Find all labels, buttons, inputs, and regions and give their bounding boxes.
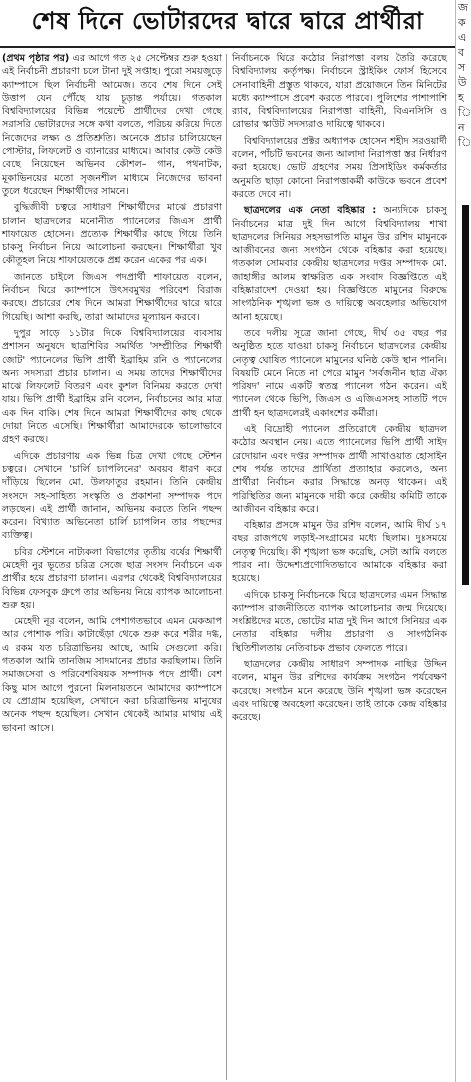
- edge-fragment: ক: [458, 16, 466, 29]
- paragraph: বিশ্ববিদ্যালয়ের প্রক্টর অধ্যাপক হোসেন শহীদ সরওয়ার্দী বলেন, পাঁচটি ভবনের জন্য আলাদা নিরাপত্তা স্তর নির্ধারণ করা হয়েছে। ভোট গ্রহণের সময় প্রিসাইডিং কর্মকর্তার অনুমতি ছাড়া কোনো নিরাপত্তাকর্মী কাউকে ভবনে প্রবেশ করতে দেবে না।: [232, 135, 447, 200]
- paragraph-text: অন্যদিকে চাকসু নির্বাচনের মাত্র দুই দিন আগে বিশ্ববিদ্যালয় শাখা ছাত্রদলের সিনিয়র সহসভাপতি মামুন উর রশিদ মামুনকে আজীবনের জন্য সংগঠন থেকে বহিষ্কার করা হয়েছে। গতকাল সোমবার কেন্দ্রীয় ছাত্রদলের দপ্তর সম্পাদক মো. জাহাঙ্গীর আলম স্বাক্ষরিত এক সংবাদ বিজ্ঞপ্তিতে এই বহিষ্কারাদেশ দেওয়া হয়। বিজ্ঞপ্তিতে মামুনের বিরুদ্ধে সাংগঠনিক শৃঙ্খলা ভঙ্গ ও দায়িত্বে অবহেলার অভিযোগ আনা হয়েছে।: [232, 205, 447, 323]
- edge-fragment: হ: [458, 91, 464, 104]
- sub-heading: ছাত্রদলের এক নেতা বহিষ্কার :: [244, 205, 377, 217]
- paragraph: [2, 52, 222, 198]
- paragraph: দুপুর সাড়ে ১১টার দিকে বিশ্ববিদ্যালয়ের ব্যবসায় প্রশাসন অনুষদে ছাত্রশিবির সমর্থিত 'সম্প্রীতির শিক্ষার্থী জোট' প্যানেলের ভিপি প্রার্থী ইব্রাহিম রনি ও প্যানেলের অন্য সদস্যরা প্রচার চালান। এ সময় তাদের শিক্ষার্থীদের মাঝে লিফলেট বিতরণ এবং কুশল বিনিময় করতে দেখা যায়। ভিপি প্রার্থী ইব্রাহিম রনি বলেন, নির্বাচনের আর মাত্র এক দিন বাকি। শেষ দিনে আমরা শিক্ষার্থীদের কাছ থেকে দোয়া নিতে এসেছি। শিক্ষার্থীরা আমাদেরকে ভালোভাবে গ্রহণ করছে।: [2, 327, 222, 446]
- left-column: [2, 52, 222, 1080]
- edge-fragment: ব: [458, 46, 465, 59]
- continuation-marker: (প্রথম পৃষ্ঠার পর): [2, 53, 70, 64]
- paragraph: জানতে চাইলে জিএস পদপ্রার্থী শাফায়েত বলেন, নির্বাচন ঘিরে ক্যাম্পাসে উৎসবমুখর পরিবেশ বিরাজ করছে। প্রচারের শেষ দিনে আমরা শিক্ষার্থীদের দ্বারে দ্বারে গিয়েছি। আশা করছি, তারা আমাদের মূল্যায়ন করবে।: [2, 271, 222, 323]
- paragraph: এদিকে প্রচারণায় এক ভিন্ন চিত্র দেখা গেছে স্টেশন চত্বরে। সেখানে 'চার্লি চ্যাপলিনের' অবয়ব ধারণ করে দাঁড়িয়ে ছিলেন মো. উলফাতুর রহমান। তিনি কেন্দ্রীয় সংসদে সহ-সাহিত্য সংস্কৃতি ও প্রকাশনা সম্পাদক পদে লড়ছেন। এই প্রার্থী জানান, অভিনয় করতে তিনি পছন্দ করেন। বিখ্যাত অভিনেতা চার্লি চ্যাপলিন তার পছন্দের ব্যক্তিত্ব।: [2, 450, 222, 542]
- edge-fragment: ি: [458, 106, 471, 119]
- headline-box: [0, 0, 455, 48]
- paragraph: [232, 204, 447, 324]
- column-divider: [226, 54, 227, 1080]
- paragraph: নির্বাচনকে ঘিরে কঠোর নিরাপত্তা বলয় তৈরি করেছে বিশ্ববিদ্যালয় কর্তৃপক্ষ। নির্বাচনে স্ট্রাইকিং ফোর্স হিসেবে সেনাবাহিনী প্রস্তুত থাকবে, যারা প্রয়োজনে তিন মিনিটের মধ্যে ক্যাম্পাসে প্রবেশ করতে পারবে। পুলিশের পাশাপাশি র‌্যাব, বিশ্ববিদ্যালয়ের নিরাপত্তা বাহিনী, বিএনসিসি ও রোভার স্কাউট সদস্যরাও দায়িত্বে থাকবে।: [232, 53, 447, 131]
- paragraph: বুদ্ধিজীবী চত্বরে সাধারণ শিক্ষার্থীদের মাঝে প্রচারণা চালান ছাত্রদলের মনোনীত প্যানেলের জিএস প্রার্থী শাফায়েত হোসেন। প্রত্যেক শিক্ষার্থীর কাছে গিয়ে তিনি চাকসু নির্বাচন নিয়ে আলোচনা করছেন। শিক্ষার্থীরা খুব কৌতূহল নিয়ে শাফায়েতকে প্রশ্ন করেন একের পর এক।: [2, 202, 222, 267]
- edge-fragment: স: [458, 61, 466, 74]
- edge-fragment: উ: [458, 76, 467, 89]
- adjacent-column-bar: [462, 205, 469, 585]
- right-column: [232, 52, 447, 1080]
- article-headline: শেষ দিনে ভোটারদের দ্বারে দ্বারে প্রার্থীরা: [31, 7, 424, 35]
- paragraph: এদিকে চাকসু নির্বাচনকে ঘিরে ছাত্রদলের এমন সিদ্ধান্ত ক্যাম্পাস রাজনীতিতে ব্যাপক আলোচনার জন্ম দিয়েছে। সংশ্লিষ্টদের মতে, ভোটের মাত্র দুই দিন আগে সিনিয়র এক নেতার বহিষ্কার দলীয় প্রচারণা ও সাংগঠনিক স্থিতিশীলতায় নেতিবাচক প্রভাব ফেলতে পারে।: [232, 589, 447, 654]
- edge-fragment: ন: [458, 121, 465, 134]
- paragraph: এই বিদ্রোহী প্যানেল প্রতিরোধে কেন্দ্রীয় ছাত্রদল কঠোর অবস্থান নেয়। এতে প্যানেলের ভিপি প্রার্থী সাইদ রেদোয়ান এবং দপ্তর সম্পাদক প্রার্থী সাখাওয়াত হোসাইন শেষ পর্যন্ত তাদের প্রার্থিতা প্রত্যাহার করলেও, অন্য প্রার্থীরা নির্বাচন করার সিদ্ধান্তে অনড় থাকেন। এই পরিস্থিতির জন্য মামুনকে দায়ী করে কেন্দ্রীয় কমিটি তাকে আজীবন বহিষ্কার করে।: [232, 424, 447, 515]
- paragraph-text: এর আগে গত ২৫ সেপ্টেম্বর শুরু হওয়া এই নির্বাচনী প্রচারণা চলে টানা দুই সপ্তাহ। পুরো সময়জুড়ে ক্যাম্পাসে ছিল নির্বাচনী আমেজ। তবে শেষ দিনে সেই উত্তাপ যেন পৌঁছে যায় চূড়ান্ত পর্যায়ে। গতকাল বিশ্ববিদ্যালয়ের বিভিন্ন পয়েন্টে প্রার্থীদের দেখা গেছে সরাসরি ভোটারদের সঙ্গে কথা বলতে, পরিচয় করিয়ে দিতে নিজেদের লক্ষ্য ও প্রতিশ্রুতি। অনেকে প্রচার চালিয়েছেন পোস্টার, লিফলেট ও ব্যানারের মাধ্যমে। আবার কেউ কেউ বেছে নিয়েছেন অভিনব কৌশল– গান, পথনাটক, মূকাভিনয়ের মতো সৃজনশীল মাধ্যমে নিজেদের ভাবনা তুলে ধরেছেন শিক্ষার্থীদের সামনে।: [2, 53, 222, 197]
- paragraph: ছাত্রদলের কেন্দ্রীয় সাধারণ সম্পাদক নাছির উদ্দিন বলেন, মামুন উর রশিদের কার্যক্রম সংগঠন পর্যবেক্ষণ করেছে। সংগঠন মনে করেছে উনি শৃঙ্খলা ভঙ্গ করেছেন এবং দায়িত্বে অবহেলা করেছেন। তাই তাকে কেন্দ্র বহিষ্কার করেছে।: [232, 659, 447, 724]
- paragraph: তবে দলীয় সূত্রে জানা গেছে, দীর্ঘ ৩৫ বছর পর অনুষ্ঠিত হতে যাওয়া চাকসু নির্বাচনে ছাত্রদলের কেন্দ্রীয় নেতৃত্ব ঘোষিত প্যানেলে মামুনের ঘনিষ্ঠ কেউ স্থান পাননি। বিষয়টি মেনে নিতে না পেরে মামুন 'সর্বজনীন ছাত্র ঐক্য পরিষদ' নামে একটি স্বতন্ত্র প্যানেল গঠন করেন। এই প্যানেল থেকে ভিপি, জিএস ও এজিএসসহ সাতটি পদে প্রার্থী হন ছাত্রদলেরই একাংশের কর্মীরা।: [232, 327, 447, 419]
- edge-fragment: এ: [458, 31, 467, 44]
- paragraph: চবির স্টেশনে নাট্যকলা বিভাগের তৃতীয় বর্ষের শিক্ষার্থী মেহেদী নুর ভূতের চরিত্র সেজে ছাত্র সংসদ নির্বাচনে এক প্রার্থীর হয়ে প্রচারণা চালান। এরপর থেকেই বিশ্ববিদ্যালয়ের বিভিন্ন ফেসবুক গ্রুপে তার অভিনয় নিয়ে ব্যাপক আলোচনা শুরু হয়।: [2, 546, 222, 611]
- paragraph: মেহেদী নূর বলেন, আমি পেশাগতভাবে এমন মেকআপ আর পোশাক পরি। কাটাছেঁড়া থেকে শুরু করে শরীর দগ্ধ, এ রকম যত চরিত্রাভিনয় আছে, আমি সেগুলো করি। গতকাল আমি তানজিম সাদমানের প্রচার করছিলাম। তিনি সমাজসেবা ও পরিবেশবিষয়ক সম্পাদক পদে প্রার্থী। বেশ কিছু মাস আগে পুরনো মিলনায়তনে আমাদের ক্যাম্পাসে যে প্রোগ্রাম হয়েছিল, সেখানে করা চরিত্রাভিনয় মানুষের অনেক পছন্দ হয়েছিল। সেখান থেকেই আমার মাথায় এই ভাবনা আসে।: [2, 616, 222, 734]
- edge-fragment: ি: [458, 136, 471, 149]
- paragraph: বহিষ্কার প্রসঙ্গে মামুন উর রশিদ বলেন, আমি দীর্ঘ ১৭ বছর রাজপথে লড়াই-সংগ্রামের মধ্যে ছিলাম। দুঃসময়ে নেতৃত্ব দিয়েছি। কী শৃঙ্খলা ভঙ্গ করেছি, সেটা আমি বলতে পারব না। উদ্দেশ্যপ্রণোদিতভাবে আমাকে বহিষ্কার করা হয়েছে।: [232, 520, 447, 585]
- edge-fragment: জ: [458, 1, 468, 14]
